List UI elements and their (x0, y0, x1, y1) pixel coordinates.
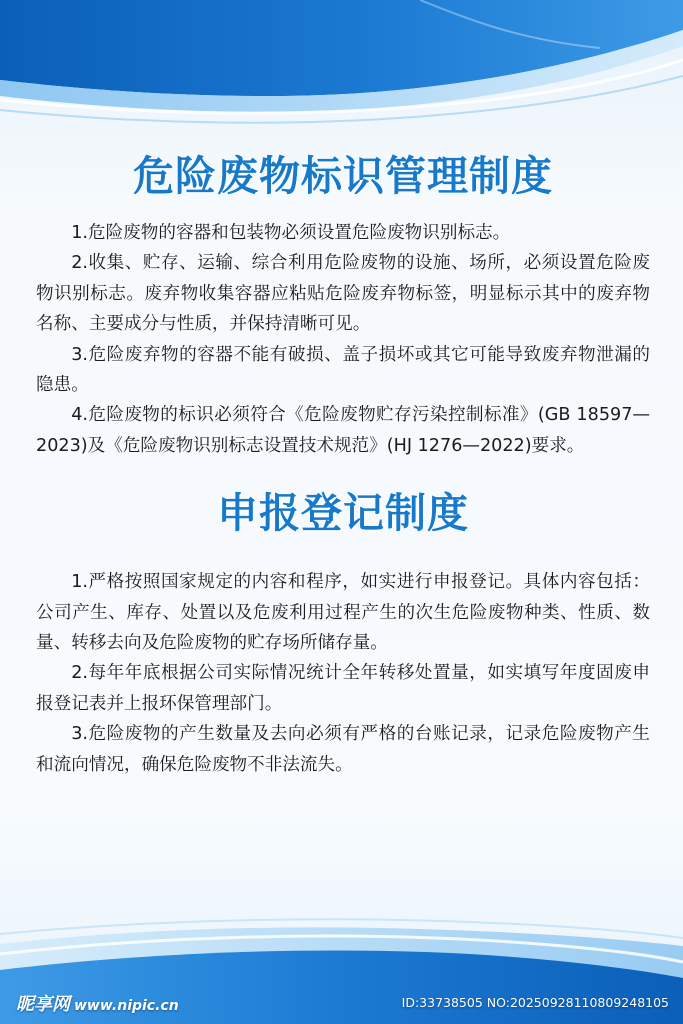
section2-paragraph-2: 2.每年年底根据公司实际情况统计全年转移处置量，如实填写年度固废申报登记表并上报环保管理部门。 (36, 663, 650, 714)
section1-paragraphs (36, 218, 650, 461)
section2-title: 申报登记制度 (217, 489, 469, 538)
site-watermark (16, 990, 179, 1016)
section1-paragraph-1: 1.危险废物的容器和包装物必须设置危险废物识别标志。 (71, 223, 511, 243)
site-url: www.nipic.cn (74, 998, 179, 1014)
section2-paragraphs (36, 567, 650, 780)
section1-paragraph-4: 4.危险废物的标识必须符合《危险废物贮存污染控制标准》(GB 18597—2023)及《危险废物识别标志设置技术规范》(HJ 1276—2022)要求。 (36, 405, 650, 456)
section1-paragraph-2: 2.收集、贮存、运输、综合利用危险废物的设施、场所，必须设置危险废物识别标志。废弃物收集容器应粘贴危险废弃物标签，明显标示其中的废弃物名称、主要成分与性质，并保持清晰可见。 (36, 253, 650, 335)
top-wave-decoration (0, 0, 683, 140)
section2-paragraph-1: 1.严格按照国家规定的内容和程序，如实进行申报登记。具体内容包括：公司产生、库存、处置以及危废利用过程产生的次生危险废物种类、性质、数量、转移去向及危险废物的贮存场所储存量。 (36, 572, 650, 654)
section2-paragraph-3: 3.危险废物的产生数量及去向必须有严格的台账记录，记录危险废物产生和流向情况，确保危险废物不非法流失。 (36, 724, 650, 775)
site-name: 昵享网 (16, 994, 70, 1015)
poster-content (36, 140, 650, 780)
section1-title: 危险废物标识管理制度 (133, 152, 553, 200)
section1-paragraph-3: 3.危险废弃物的容器不能有破损、盖子损坏或其它可能导致废弃物泄漏的隐患。 (36, 344, 650, 396)
image-id-watermark: ID:33738505 NO:20250928110809248105 (401, 995, 669, 1010)
